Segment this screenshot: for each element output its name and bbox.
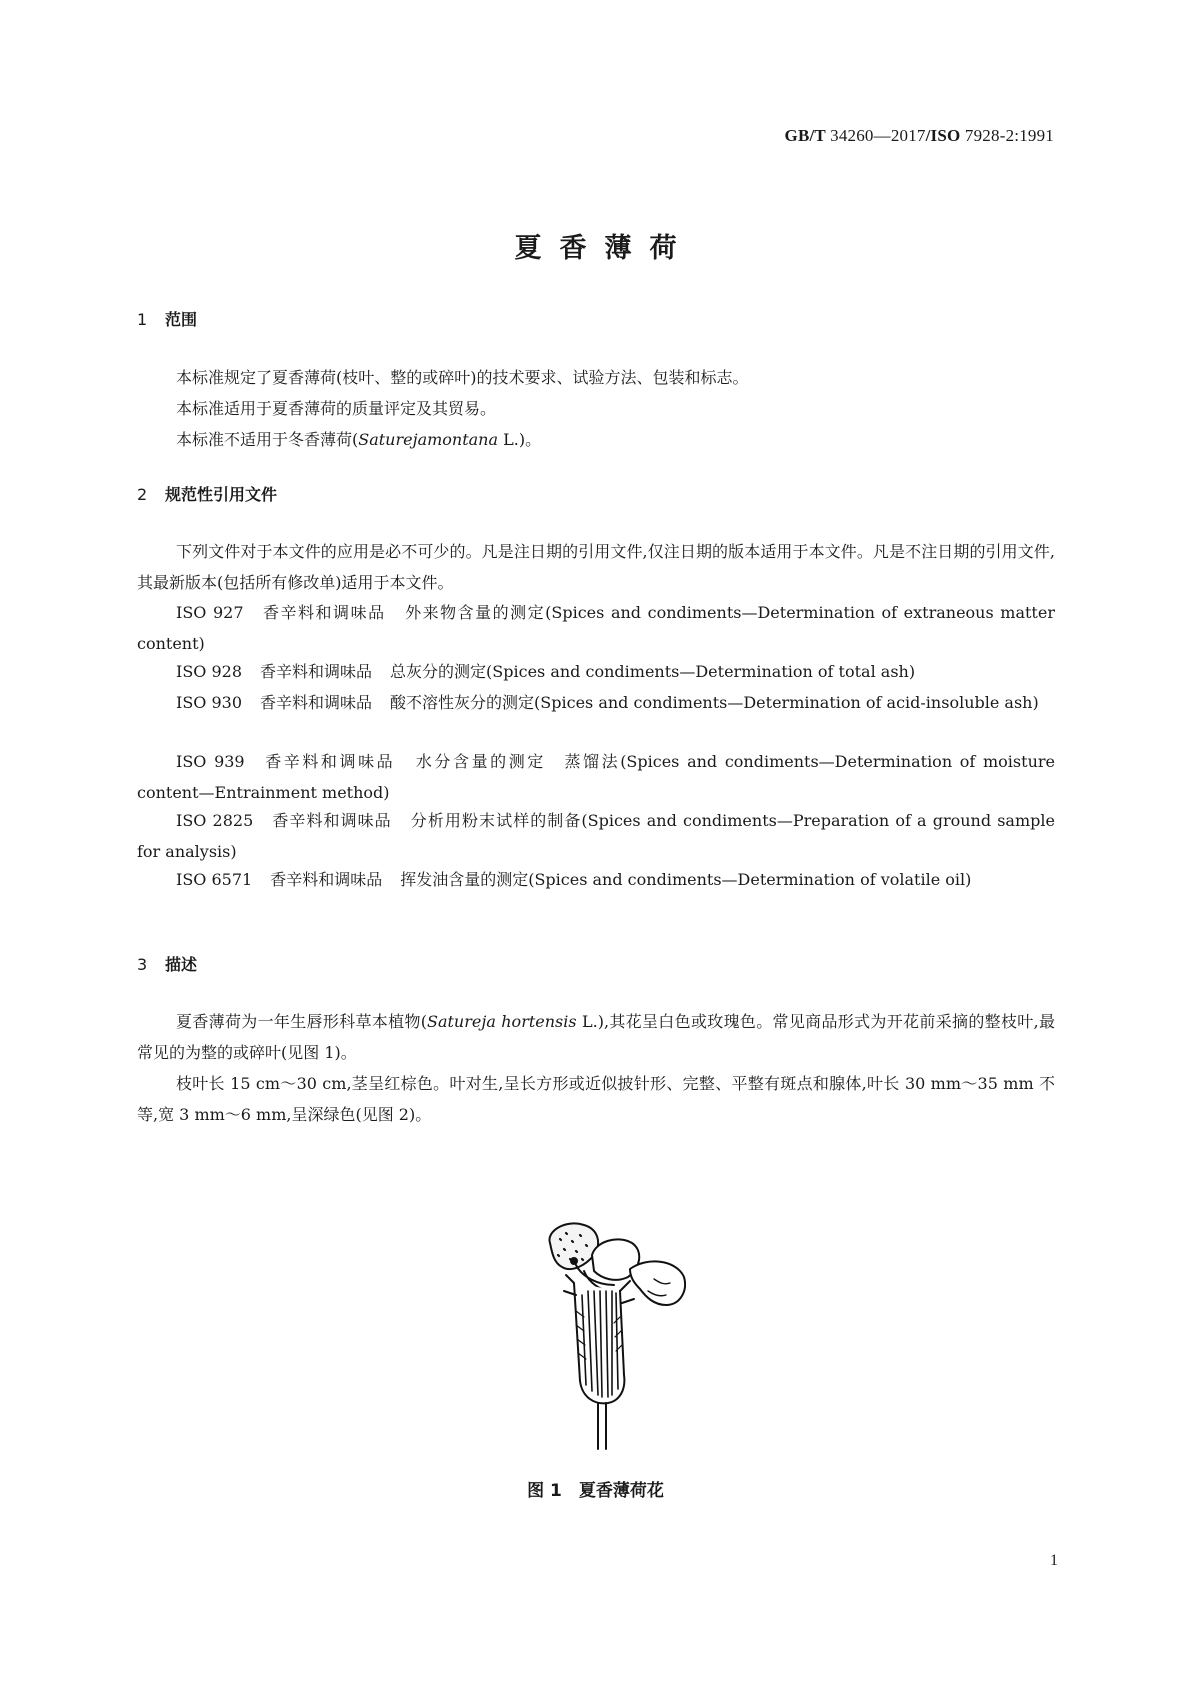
section-3-paragraph-1: 夏香薄荷为一年生唇形科草本植物(Satureja hortensis L.),其花呈白色或玫瑰色。常见商品形式为开花前采摘的整枝叶,最常见的为整的或碎叶(见图 1)。 xyxy=(137,1012,1055,1062)
section-3-heading: 3 描述 xyxy=(137,955,198,974)
savory-flower-illustration xyxy=(536,1221,686,1451)
document-title: 夏香薄荷 xyxy=(514,233,695,264)
section-2-heading: 2 规范性引用文件 xyxy=(137,485,278,504)
reference-item: ISO 930 香辛料和调味品 酸不溶性灰分的测定(Spices and condiments—Determination of acid-insoluble ash) xyxy=(176,693,1039,712)
section-1-paragraph-1: 本标准规定了夏香薄荷(枝叶、整的或碎叶)的技术要求、试验方法、包装和标志。 xyxy=(176,368,749,387)
section-1-paragraph-3: 本标准不适用于冬香薄荷(Saturejamontana L.)。 xyxy=(176,430,542,449)
section-1-heading: 1 范围 xyxy=(137,310,198,329)
section-3-paragraph-2: 枝叶长 15 cm～30 cm,茎呈红棕色。叶对生,呈长方形或近似披针形、完整、平整有斑点和腺体,叶长 30 mm～35 mm 不等,宽 3 mm～6 mm,呈深绿色(见图 2)。 xyxy=(137,1074,1055,1124)
figure-1-caption: 图 1 夏香薄荷花 xyxy=(527,1481,664,1501)
reference-item: ISO 928 香辛料和调味品 总灰分的测定(Spices and condiments—Determination of total ash) xyxy=(176,662,916,681)
reference-item: ISO 6571 香辛料和调味品 挥发油含量的测定(Spices and condiments—Determination of volatile oil) xyxy=(176,870,972,889)
reference-item: ISO 2825 香辛料和调味品 分析用粉末试样的制备(Spices and condiments—Preparation of a ground sample for analysis) xyxy=(137,811,1055,861)
section-1-paragraph-2: 本标准适用于夏香薄荷的质量评定及其贸易。 xyxy=(176,399,497,418)
page-number: 1 xyxy=(1050,1552,1058,1569)
reference-item: ISO 939 香辛料和调味品 水分含量的测定 蒸馏法(Spices and condiments—Determination of moisture content—Entrainment method) xyxy=(137,752,1055,802)
reference-item: ISO 927 香辛料和调味品 外来物含量的测定(Spices and condiments—Determination of extraneous matter content) xyxy=(137,603,1055,653)
standard-number: GB/T 34260—2017/ISO 7928-2:1991 xyxy=(784,126,1054,145)
section-2-intro: 下列文件对于本文件的应用是必不可少的。凡是注日期的引用文件,仅注日期的版本适用于本文件。凡是不注日期的引用文件,其最新版本(包括所有修改单)适用于本文件。 xyxy=(137,542,1055,592)
